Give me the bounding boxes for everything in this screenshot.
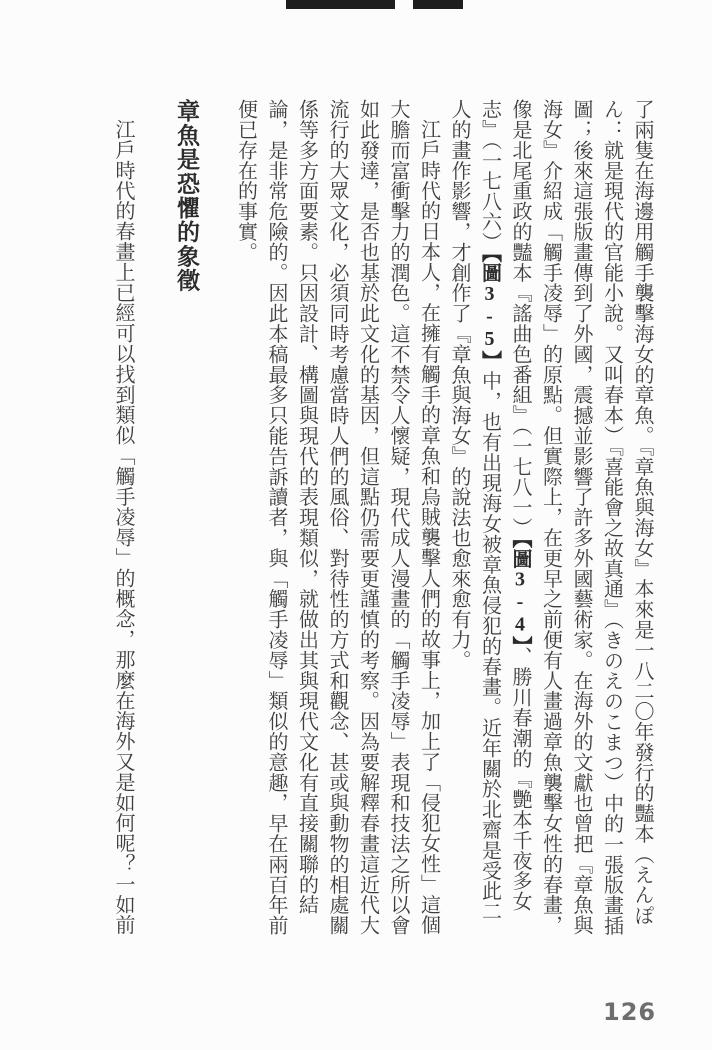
scan-artifact-bar-left (286, 0, 395, 9)
vertical-text-block (108, 99, 658, 937)
paragraph-3: 江戶時代的春畫上已經可以找到類似「觸手凌辱」的概念，那麼在海外又是如何呢？一如前 (112, 119, 134, 935)
section-heading: 章魚是恐懼的象徵 (174, 99, 200, 293)
paragraph-2: 江戶時代的日本人，在擁有觸手的章魚和烏賊襲擊人們的故事上，加上了「侵犯女性」這個大膽而富衝擊力的潤色。這不禁令人懷疑，現代成人漫畫的「觸手凌辱」表現和技法之所以會如此發達，是否也基於此文化的基因，但這點仍需要更謹慎的考察。因為要解釋春畫這近代大流行的大眾文化，必須同時考慮當時人們的風俗、對待性的方式和觀念、甚或與動物的相處關係等多方面要素。只因設計、構圖與現代的表現類似，就做出其與現代文化有直接關聯的結論，是非常危險的。因此本稿最多只能告訴讀者，與「觸手凌辱」類似的意趣，早在兩百年前便已存在的事實。 (234, 99, 440, 936)
scan-artifact-bar-right (413, 0, 463, 9)
figure-reference-3-5: 【圖3-5】 (478, 252, 501, 371)
paragraph-continuation (444, 99, 658, 937)
paragraph-1-segment-2: 、勝川春潮的『艷本千夜多女志』（一七八六） (478, 99, 531, 912)
page-number: 126 (603, 998, 657, 1026)
paragraph-1-segment-3: 中，也有出現海女被章魚侵犯的春畫。近年關於北齋是受此二人的畫作影響，才創作了『章魚與海女』的說法也愈來愈有力。 (448, 99, 501, 922)
figure-reference-3-4: 【圖3-4】 (509, 537, 531, 647)
paragraph-1-segment-1: 了兩隻在海邊用觸手襲擊海女的章魚。『章魚與海女』本來是一八二〇年發行的豔本（えんぽん：就是現代的官能小說。又叫春本）『喜能會之故真通』（きのえのこまつ）中的一張版畫插圖；後來這張版畫傳到了外國，震撼並影響了許多外國藝術家。在海外的文獻也曾把『章魚與海女』介紹成「觸手凌辱」的原點。但實際上，在更早之前便有人畫過章魚襲擊女性的春畫，像是北尾重政的豔本『謠曲色番組』（一七八一） (509, 99, 653, 936)
